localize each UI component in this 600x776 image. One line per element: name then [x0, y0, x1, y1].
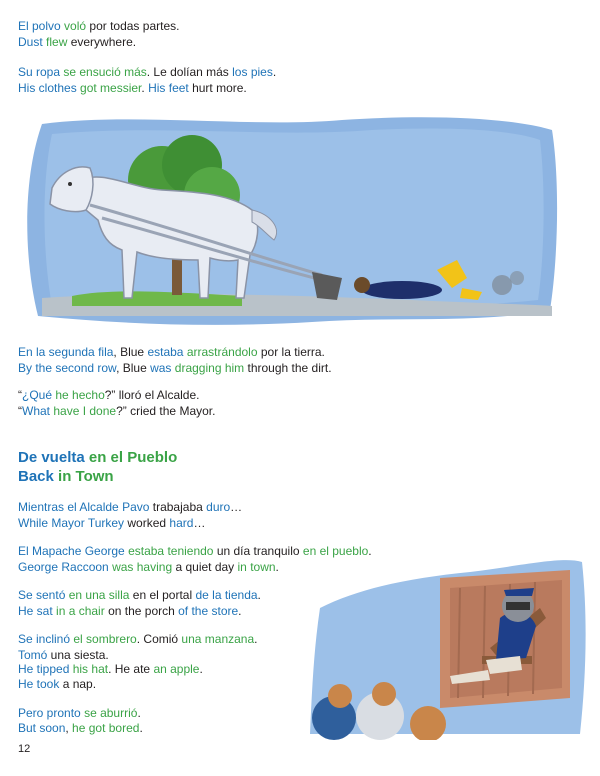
stanza3-spanish: [18, 345, 325, 360]
word: . He ate: [108, 662, 154, 676]
word: se ensució más: [63, 65, 147, 79]
word: El Mapache George: [18, 544, 125, 558]
word: a nap.: [59, 677, 97, 691]
stanza6-english: George Raccoon was having a quiet day in town.: [18, 560, 279, 574]
word: hard: [169, 516, 194, 530]
word: in town: [237, 560, 276, 574]
section-heading-spanish: [18, 449, 177, 467]
word: dragging him: [174, 361, 245, 375]
section-heading-english: [18, 468, 114, 486]
word: He sat: [18, 604, 53, 618]
stanza2-spanish: Su ropa se ensució más. Le dolían más los pies.: [18, 65, 277, 79]
stanza4-english: “What have I done?” cried the Mayor.: [18, 404, 216, 418]
stanza1-english: [18, 35, 136, 50]
word: . Comió: [136, 632, 182, 646]
word: Mayor Turkey: [51, 516, 125, 530]
page-number: 12: [18, 743, 31, 755]
word: en el Pueblo: [88, 449, 178, 466]
stanza5-english: While Mayor Turkey worked hard…: [18, 516, 206, 530]
word: estaba teniendo: [128, 544, 214, 558]
word: in Town: [58, 468, 114, 485]
word: He took: [18, 677, 60, 691]
word: Su ropa: [18, 65, 61, 79]
word: Mientras: [18, 500, 65, 514]
word: trabajaba: [149, 500, 207, 514]
word: Pero pronto: [18, 706, 81, 720]
stanza8-line3: He tipped his hat. He ate an apple.: [18, 662, 203, 676]
word: El polvo: [18, 19, 61, 33]
stanza7-english: He sat in a chair on the porch of the store.: [18, 604, 242, 618]
stanza8-line2: [18, 648, 109, 663]
word: His clothes: [18, 81, 77, 95]
word: ¿Qué: [22, 388, 53, 402]
word: En la segunda fila: [18, 345, 114, 359]
word: have I done: [53, 404, 117, 418]
stanza4-spanish: “¿Qué he hecho?” lloró el Alcalde.: [18, 388, 200, 402]
word: of the store: [178, 604, 239, 618]
word: His feet: [148, 81, 189, 95]
stanza3-english: [18, 361, 332, 376]
word: Back: [18, 468, 54, 485]
word: he got bored: [72, 721, 140, 735]
word: He tipped: [18, 662, 70, 676]
word: . Le dolían más: [146, 65, 233, 79]
word: en el portal: [129, 588, 196, 602]
word: el sombrero: [73, 632, 137, 646]
word: By the second row: [18, 361, 117, 375]
word: voló: [64, 19, 87, 33]
stanza5-spanish: Mientras el Alcalde Pavo trabajaba duro…: [18, 500, 243, 514]
word: una manzana: [181, 632, 255, 646]
word: por todas partes.: [86, 19, 180, 33]
word: on the porch: [104, 604, 179, 618]
stanza6-spanish: El Mapache George estaba teniendo un día tranquilo en el pueblo.: [18, 544, 372, 558]
stanza8-line4: [18, 677, 96, 692]
word: an apple: [153, 662, 200, 676]
word: in a chair: [56, 604, 105, 618]
word: everywhere.: [67, 35, 137, 49]
word: worked: [124, 516, 170, 530]
word: he hecho: [55, 388, 105, 402]
word: ?” cried the Mayor.: [116, 404, 216, 418]
word: arrastrándolo: [186, 345, 258, 359]
word: De vuelta: [18, 449, 85, 466]
word: duro: [206, 500, 231, 514]
word: Tomó: [18, 648, 48, 662]
word: While: [18, 516, 49, 530]
word: But soon: [18, 721, 66, 735]
word: se aburrió: [84, 706, 138, 720]
stanza1-spanish: [18, 19, 179, 34]
stanza7-spanish: Se sentó en una silla en el portal de la tienda.: [18, 588, 261, 602]
word: una siesta.: [47, 648, 109, 662]
stanza9-english: But soon, he got bored.: [18, 721, 143, 735]
word: got messier: [80, 81, 142, 95]
word: his hat: [72, 662, 109, 676]
horse-dragging-mayor-illustration: [12, 110, 560, 332]
word: en el pueblo: [302, 544, 369, 558]
word: Se sentó: [18, 588, 66, 602]
word: hurt more.: [188, 81, 247, 95]
word: , Blue: [113, 345, 148, 359]
word: de la tienda: [195, 588, 258, 602]
word: el Alcalde Pavo: [67, 500, 150, 514]
word: a quiet day: [172, 560, 238, 574]
word: .: [141, 81, 149, 95]
stanza8-line1: Se inclinó el sombrero. Comió una manzana.: [18, 632, 258, 646]
stanza9-spanish: Pero pronto se aburrió.: [18, 706, 141, 720]
word: flew: [46, 35, 68, 49]
word: George Raccoon: [18, 560, 109, 574]
word: through the dirt.: [244, 361, 332, 375]
word: was: [150, 361, 172, 375]
word: Dust: [18, 35, 43, 49]
word: , Blue: [116, 361, 151, 375]
stanza2-english: [18, 81, 247, 96]
word: por la tierra.: [257, 345, 325, 359]
raccoon-on-porch-illustration: [300, 548, 590, 740]
word: was having: [112, 560, 173, 574]
word: What: [22, 404, 51, 418]
word: estaba: [147, 345, 184, 359]
word: ?” lloró el Alcalde.: [104, 388, 200, 402]
word: Se inclinó: [18, 632, 71, 646]
word: un día tranquilo: [213, 544, 303, 558]
word: los pies: [232, 65, 273, 79]
word: en una silla: [68, 588, 130, 602]
